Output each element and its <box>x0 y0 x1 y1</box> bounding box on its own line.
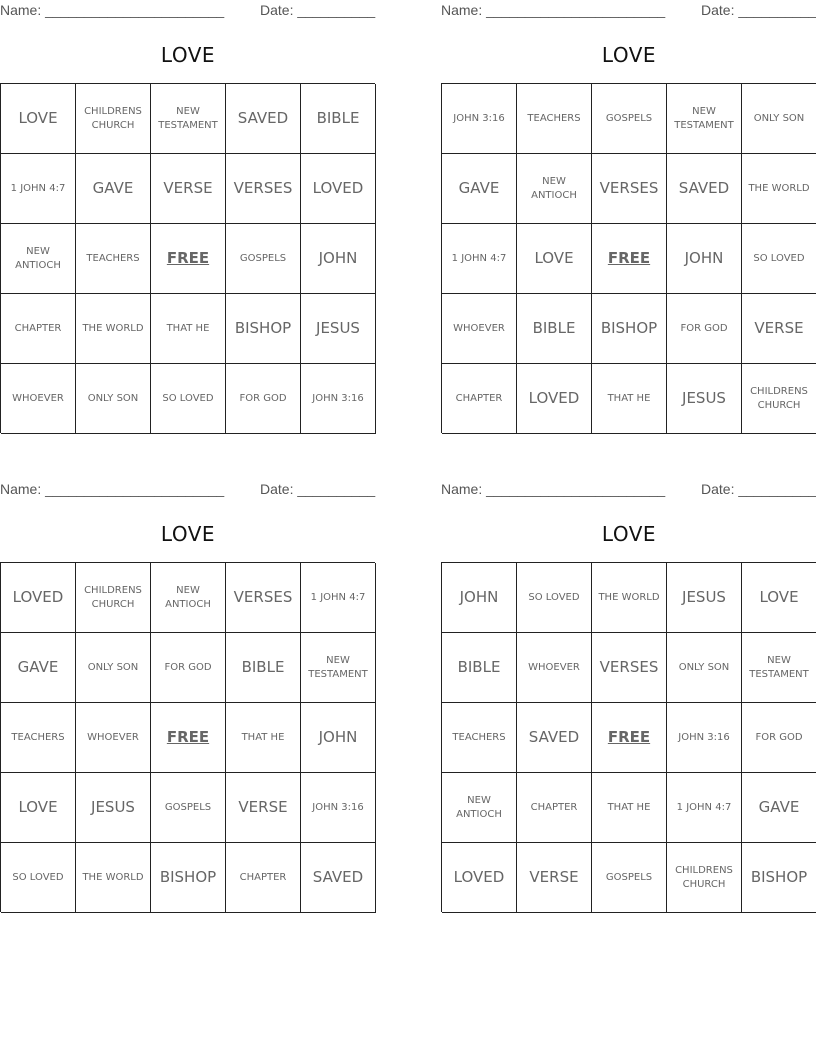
name-field-label: Name: _______________________ <box>0 2 225 18</box>
bingo-cell: 1 JOHN 4:7 <box>301 563 376 633</box>
bingo-cell: SO LOVED <box>1 843 76 913</box>
bingo-cell: ONLY SON <box>76 633 151 703</box>
bingo-cell: VERSE <box>517 843 592 913</box>
bingo-cell: JESUS <box>667 563 742 633</box>
bingo-cell: LOVED <box>301 154 376 224</box>
bingo-cell: VERSE <box>742 294 816 364</box>
bingo-cell: LOVED <box>517 364 592 434</box>
bingo-cell: TEACHERS <box>1 703 76 773</box>
bingo-cell: NEW TESTAMENT <box>151 84 226 154</box>
bingo-cell: NEW ANTIOCH <box>517 154 592 224</box>
bingo-cell: FOR GOD <box>742 703 816 773</box>
bingo-cell: WHOEVER <box>76 703 151 773</box>
bingo-card-4 <box>441 479 816 913</box>
bingo-cell: SO LOVED <box>742 224 816 294</box>
card-title: LOVE <box>160 522 216 546</box>
bingo-cell: 1 JOHN 4:7 <box>667 773 742 843</box>
bingo-cell: JOHN <box>301 703 376 773</box>
bingo-cell: CHILDRENS CHURCH <box>76 563 151 633</box>
bingo-cell: JESUS <box>667 364 742 434</box>
bingo-cell: GOSPELS <box>226 224 301 294</box>
bingo-cell: THAT HE <box>226 703 301 773</box>
bingo-cell: THE WORLD <box>592 563 667 633</box>
bingo-cell: JOHN <box>301 224 376 294</box>
bingo-cell: BIBLE <box>226 633 301 703</box>
bingo-grid <box>0 83 375 433</box>
bingo-cell: VERSE <box>226 773 301 843</box>
bingo-cell: JOHN 3:16 <box>301 364 376 434</box>
free-space-cell: FREE <box>151 224 226 294</box>
bingo-cell: JOHN 3:16 <box>301 773 376 843</box>
bingo-cell: BISHOP <box>592 294 667 364</box>
bingo-cell: LOVED <box>442 843 517 913</box>
bingo-cell: GOSPELS <box>151 773 226 843</box>
bingo-cell: 1 JOHN 4:7 <box>442 224 517 294</box>
bingo-cell: LOVE <box>1 84 76 154</box>
bingo-cell: ONLY SON <box>742 84 816 154</box>
bingo-cell: GOSPELS <box>592 84 667 154</box>
bingo-cell: BISHOP <box>226 294 301 364</box>
bingo-cell: CHILDRENS CHURCH <box>742 364 816 434</box>
bingo-cell: WHOEVER <box>1 364 76 434</box>
bingo-cell: NEW TESTAMENT <box>667 84 742 154</box>
free-space-cell: FREE <box>151 703 226 773</box>
bingo-cell: SAVED <box>517 703 592 773</box>
bingo-cell: SO LOVED <box>517 563 592 633</box>
name-date-line <box>441 481 816 499</box>
bingo-grid <box>441 562 816 912</box>
bingo-cell: NEW ANTIOCH <box>442 773 517 843</box>
bingo-grid <box>441 83 816 433</box>
date-field-label: Date: __________ <box>260 481 376 497</box>
bingo-cell: VERSES <box>592 154 667 224</box>
bingo-cell: BIBLE <box>301 84 376 154</box>
bingo-card-1 <box>0 0 376 434</box>
name-field-label: Name: _______________________ <box>441 481 666 497</box>
free-space-cell: FREE <box>592 224 667 294</box>
bingo-cell: NEW ANTIOCH <box>1 224 76 294</box>
date-field-label: Date: __________ <box>260 2 376 18</box>
bingo-cell: THE WORLD <box>76 294 151 364</box>
bingo-cell: LOVE <box>1 773 76 843</box>
bingo-cell: THE WORLD <box>76 843 151 913</box>
name-date-line <box>0 481 376 499</box>
bingo-cell: TEACHERS <box>517 84 592 154</box>
bingo-cell: LOVE <box>742 563 816 633</box>
name-date-line <box>441 2 816 20</box>
bingo-cell: SO LOVED <box>151 364 226 434</box>
bingo-card-3 <box>0 479 376 913</box>
bingo-cell: GAVE <box>442 154 517 224</box>
bingo-grid <box>0 562 375 912</box>
bingo-cell: TEACHERS <box>442 703 517 773</box>
bingo-cell: FOR GOD <box>667 294 742 364</box>
bingo-cell: CHAPTER <box>226 843 301 913</box>
bingo-cell: GAVE <box>1 633 76 703</box>
bingo-cell: FOR GOD <box>151 633 226 703</box>
bingo-cell: BISHOP <box>742 843 816 913</box>
bingo-cell: NEW TESTAMENT <box>301 633 376 703</box>
bingo-cell: CHAPTER <box>1 294 76 364</box>
bingo-cell: JOHN 3:16 <box>667 703 742 773</box>
bingo-cell: BIBLE <box>517 294 592 364</box>
bingo-cell: VERSE <box>151 154 226 224</box>
bingo-cell: JOHN <box>442 563 517 633</box>
bingo-cell: THE WORLD <box>742 154 816 224</box>
bingo-cell: JOHN <box>667 224 742 294</box>
date-field-label: Date: __________ <box>701 481 816 497</box>
bingo-cell: BISHOP <box>151 843 226 913</box>
bingo-cell: NEW ANTIOCH <box>151 563 226 633</box>
bingo-cell: VERSES <box>226 154 301 224</box>
bingo-cell: THAT HE <box>151 294 226 364</box>
bingo-cell: CHILDRENS CHURCH <box>76 84 151 154</box>
bingo-cell: ONLY SON <box>667 633 742 703</box>
bingo-cell: JESUS <box>301 294 376 364</box>
bingo-cell: SAVED <box>301 843 376 913</box>
bingo-cell: ONLY SON <box>76 364 151 434</box>
bingo-cell: 1 JOHN 4:7 <box>1 154 76 224</box>
card-title: LOVE <box>601 522 657 546</box>
bingo-cell: LOVED <box>1 563 76 633</box>
bingo-cell: CHAPTER <box>442 364 517 434</box>
bingo-cell: VERSES <box>592 633 667 703</box>
bingo-cell: CHILDRENS CHURCH <box>667 843 742 913</box>
bingo-cell: GOSPELS <box>592 843 667 913</box>
bingo-cell: GAVE <box>76 154 151 224</box>
bingo-cell: NEW TESTAMENT <box>742 633 816 703</box>
bingo-cell: BIBLE <box>442 633 517 703</box>
card-title: LOVE <box>601 43 657 67</box>
bingo-cell: THAT HE <box>592 364 667 434</box>
name-field-label: Name: _______________________ <box>0 481 225 497</box>
bingo-card-2 <box>441 0 816 434</box>
bingo-cell: THAT HE <box>592 773 667 843</box>
bingo-cell: WHOEVER <box>517 633 592 703</box>
bingo-cell: TEACHERS <box>76 224 151 294</box>
bingo-cell: GAVE <box>742 773 816 843</box>
bingo-cell: JOHN 3:16 <box>442 84 517 154</box>
bingo-cell: VERSES <box>226 563 301 633</box>
bingo-cell: CHAPTER <box>517 773 592 843</box>
bingo-cell: SAVED <box>226 84 301 154</box>
card-title: LOVE <box>160 43 216 67</box>
bingo-cell: LOVE <box>517 224 592 294</box>
free-space-cell: FREE <box>592 703 667 773</box>
bingo-cell: WHOEVER <box>442 294 517 364</box>
bingo-cell: JESUS <box>76 773 151 843</box>
bingo-cell: SAVED <box>667 154 742 224</box>
date-field-label: Date: __________ <box>701 2 816 18</box>
name-date-line <box>0 2 376 20</box>
bingo-cell: FOR GOD <box>226 364 301 434</box>
name-field-label: Name: _______________________ <box>441 2 666 18</box>
